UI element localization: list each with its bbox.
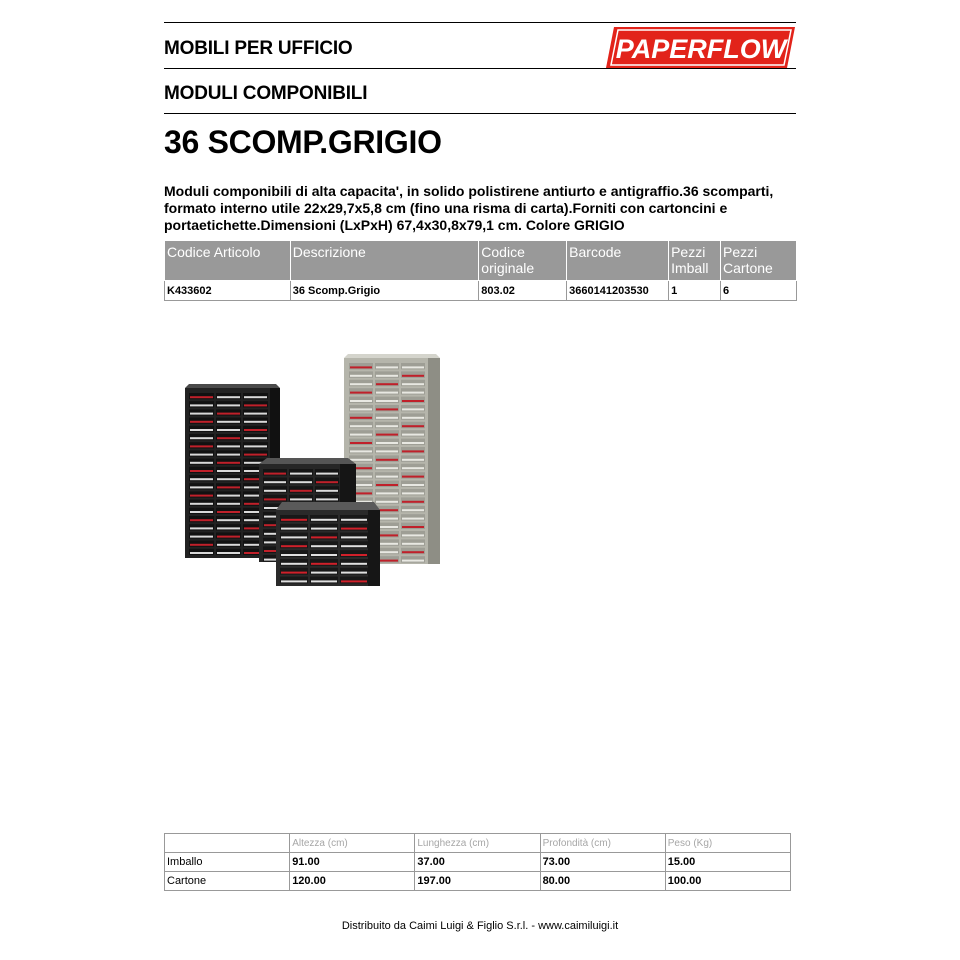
header-barcode: Barcode: [567, 241, 669, 281]
cell-barcode: 3660141203530: [567, 281, 669, 301]
dimensions-header: [165, 834, 791, 853]
article-table-header: [165, 241, 797, 281]
header-pezzi-imball: Pezzi Imball: [669, 241, 721, 281]
cell-codice-articolo: K433602: [165, 281, 291, 301]
title-rule: [164, 113, 796, 114]
header-descrizione: Descrizione: [290, 241, 479, 281]
brand-text: PAPERFLOW: [615, 34, 787, 64]
header-blank: [165, 834, 290, 853]
paperflow-logo: [606, 27, 795, 68]
dimensions-table: [164, 833, 791, 891]
cell-codice-originale: 803.02: [479, 281, 567, 301]
small-black-unit: [276, 502, 380, 586]
header-pezzi-cartone: Pezzi Cartone: [721, 241, 797, 281]
imballo-peso: 15.00: [665, 853, 790, 872]
cartone-peso: 100.00: [665, 872, 790, 891]
imballo-profondita: 73.00: [540, 853, 665, 872]
header-profondita: Profondità (cm): [540, 834, 665, 853]
cartone-profondita: 80.00: [540, 872, 665, 891]
table-row: [165, 872, 791, 891]
header-codice-articolo: Codice Articolo: [165, 241, 291, 281]
imballo-altezza: 91.00: [290, 853, 415, 872]
subcategory-heading: MODULI COMPONIBILI: [164, 83, 368, 104]
category-heading: MOBILI PER UFFICIO: [164, 38, 353, 59]
row-label-cartone: Cartone: [165, 872, 290, 891]
top-rule: [164, 22, 796, 23]
product-description: Moduli componibili di alta capacita', in solido polistirene antiurto e antigraffio.36 scomparti, formato interno utile 22x29,7x5,8 cm (fino una risma di carta).Forniti con cartoncini e portaetichette.Dimensioni (LxPxH) 67,4x30,8x79,1 cm. Colore GRIGIO: [164, 183, 774, 233]
table-row: [165, 853, 791, 872]
cartone-lunghezza: 197.00: [415, 872, 540, 891]
product-photo: [180, 352, 448, 602]
header-peso: Peso (Kg): [665, 834, 790, 853]
cartone-altezza: 120.00: [290, 872, 415, 891]
middle-rule: [164, 68, 796, 69]
footer-distributor: Distribuito da Caimi Luigi & Figlio S.r.l. - www.caimiluigi.it: [341, 920, 619, 932]
article-table: [164, 240, 797, 301]
header-altezza: Altezza (cm): [290, 834, 415, 853]
cell-descrizione: 36 Scomp.Grigio: [290, 281, 479, 301]
imballo-lunghezza: 37.00: [415, 853, 540, 872]
header-codice-originale: Codice originale: [479, 241, 567, 281]
row-label-imballo: Imballo: [165, 853, 290, 872]
cell-pezzi-cartone: 6: [721, 281, 797, 301]
cell-pezzi-imball: 1: [669, 281, 721, 301]
table-row: [165, 281, 797, 301]
product-title: 36 SCOMP.GRIGIO: [164, 124, 442, 160]
header-lunghezza: Lunghezza (cm): [415, 834, 540, 853]
